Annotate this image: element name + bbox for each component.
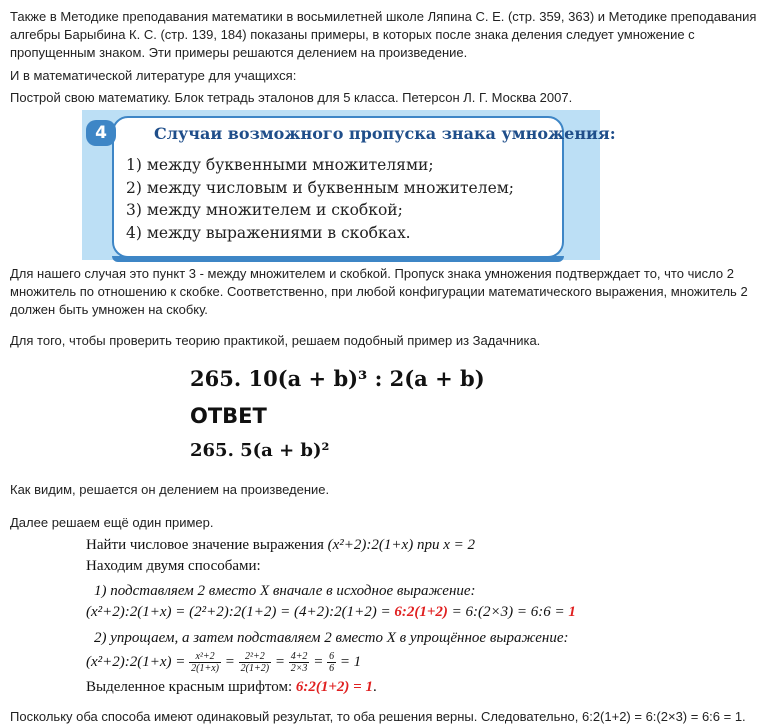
highlighted-result: 1 xyxy=(568,604,576,620)
textbook-card xyxy=(112,116,616,258)
book-reference: Построй свою математику. Блок тетрадь эталонов для 5 класса. Петерсон Л. Г. Москва 2007. xyxy=(10,90,573,105)
method-1-heading: 1) подставляем 2 вместо Х вначале в исходное выражение: xyxy=(94,583,476,599)
summary-label: Выделенное красным шрифтом: xyxy=(86,679,296,695)
textbook-box-number: 4 xyxy=(86,120,116,146)
highlighted-expression: 6:2(1+2) xyxy=(394,604,448,620)
answer-label: ОТВЕТ xyxy=(190,404,267,428)
summary-expression: 6:2(1+2) = 1 xyxy=(295,679,373,695)
calc-middle: = 6:(2×3) = 6:6 = xyxy=(447,604,569,620)
example-task-expression: (x²+2):2(1+x) при x = 2 xyxy=(327,537,475,553)
list-item: 2) между числовым и буквенным множителем; xyxy=(126,178,515,197)
list-item: 4) между выражениями в скобках. xyxy=(126,223,411,242)
textbook-box-list xyxy=(126,154,514,244)
example-methods: Находим двумя способами: xyxy=(86,558,261,574)
calc-start: (x²+2):2(1+x) = xyxy=(86,653,190,670)
literature-intro: И в математической литературе для учащихся: xyxy=(10,68,297,83)
highlighted-summary: Выделенное красным шрифтом: 6:2(1+2) = 1. xyxy=(86,679,377,695)
fraction: $\frac{\text{x²+2}}{2(1+x)}$ xyxy=(191,651,220,674)
calc-result: = 1 xyxy=(336,653,362,670)
method-2-heading: 2) упрощаем, а затем подставляем 2 вместо Х в упрощённое выражение: xyxy=(94,630,569,646)
example-task xyxy=(86,537,475,554)
textbook-box-image xyxy=(82,110,616,260)
explanation-paragraph: Для нашего случая это пункт 3 - между множителем и скобкой. Пропуск знака умножения подтверждает то, что число 2 множитель по отношению к скобке. Соответственно, при любой конфигурации математического выражения, множитель 2 должен быть умножен на скобку. xyxy=(10,266,748,317)
list-item: 1) между буквенными множителями; xyxy=(126,156,434,174)
fraction: $\frac{4+2}{2\times 3}$ xyxy=(290,651,308,674)
method-1-calculation xyxy=(86,604,576,621)
method-2-calculation: (x²+2):2(1+x) = $\frac{\text{x²+2}}{2(1+x)}$ = $\frac{\text{2²+2}}{2(1+2)}$ = $\frac{4+2}{2\times 3}$ = $\frac{6}{6}$ = 1 xyxy=(86,651,362,674)
list-item: 3) между множителем и скобкой; xyxy=(126,201,403,219)
problem-answer: 265. 5(a + b)² xyxy=(190,440,330,461)
final-paragraph: Поскольку оба способа имеют одинаковый результат, то оба решения верны. Следовательно, 6:2(1+2) = 6:(2×3) = 6:6 = 1. xyxy=(10,709,746,724)
calc-start: (x²+2):2(1+x) = (2²+2):2(1+2) = (4+2):2(1+2) = xyxy=(86,604,395,620)
fraction: $\frac{6}{6}$ xyxy=(329,651,335,674)
next-example-paragraph: Далее решаем ещё один пример. xyxy=(10,515,214,530)
example-task-text: Найти числовое значение выражения xyxy=(86,537,328,553)
conclusion-paragraph: Как видим, решается он делением на произведение. xyxy=(10,482,330,497)
intro-paragraph: Также в Методике преподавания математики в восьмилетней школе Ляпина С. Е. (стр. 359, 363) и Методике преподавания алгебры Барыбина К. С. (стр. 139, 184) показаны примеры, в которых после знака деления следует умножение с пропущенным знаком. Эти примеры решаются делением на произведение. xyxy=(10,9,757,60)
textbook-box-title: Случаи возможного пропуска знака умножения: xyxy=(154,124,616,143)
problem-task: 265. 10(a + b)³ : 2(a + b) xyxy=(190,366,485,391)
fraction: $\frac{\text{2²+2}}{2(1+2)}$ xyxy=(240,651,270,674)
practice-paragraph: Для того, чтобы проверить теорию практикой, решаем подобный пример из Задачника. xyxy=(10,333,541,348)
